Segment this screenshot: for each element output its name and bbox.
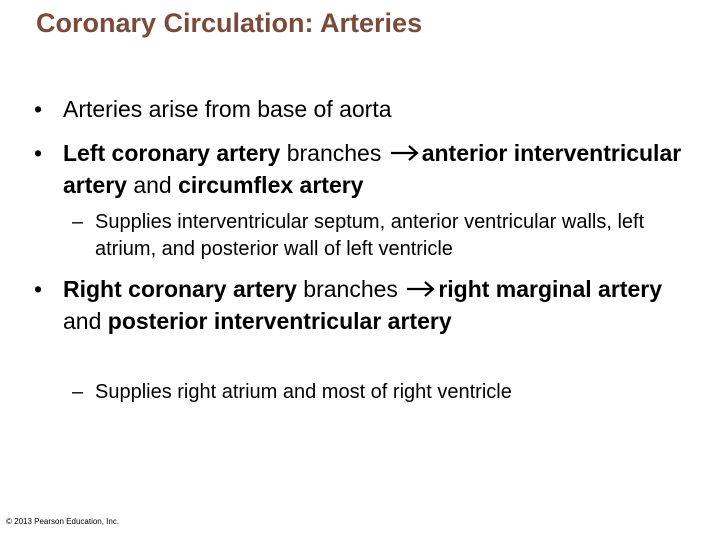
bullet-dot: • — [34, 96, 43, 122]
sub-bullet-left-supply — [72, 209, 695, 263]
bullet-right-coronary — [34, 273, 693, 337]
bullet-left-coronary — [34, 137, 683, 201]
bullet-text: branches — [280, 140, 388, 166]
term-anterior-interventricular-artery: anterior interventricular artery — [63, 140, 682, 198]
bullet-text: branches — [296, 276, 405, 302]
bullet-dot: • — [34, 276, 43, 302]
slide-title: Coronary Circulation: Arteries — [36, 8, 423, 38]
term-right-marginal-artery: right marginal artery — [438, 276, 662, 302]
bullet-text: and — [126, 172, 179, 198]
bullet-text: Arteries arise from base of aorta — [63, 96, 392, 122]
right-arrow-icon — [404, 279, 438, 299]
sub-bullet-dash: – — [72, 381, 84, 403]
sub-bullet-dash: – — [72, 211, 84, 233]
copyright-footer: © 2013 Pearson Education, Inc. — [6, 517, 120, 526]
sub-bullet-text: Supplies right atrium and most of right ventricle — [95, 381, 512, 403]
right-arrow-icon — [388, 143, 422, 163]
bullet-text: and — [63, 308, 108, 334]
bullet-aorta — [34, 93, 683, 125]
term-posterior-interventricular-artery: posterior interventricular artery — [107, 308, 452, 334]
sub-bullet-right-supply — [72, 379, 695, 406]
sub-bullet-text: Supplies interventricular septum, anterior ventricular walls, left atrium, and posterior wall of left ventricle — [95, 211, 645, 260]
term-right-coronary-artery: Right coronary artery — [63, 276, 297, 302]
term-left-coronary-artery: Left coronary artery — [63, 140, 281, 166]
bullet-dot: • — [34, 140, 43, 166]
term-circumflex-artery: circumflex artery — [178, 172, 364, 198]
